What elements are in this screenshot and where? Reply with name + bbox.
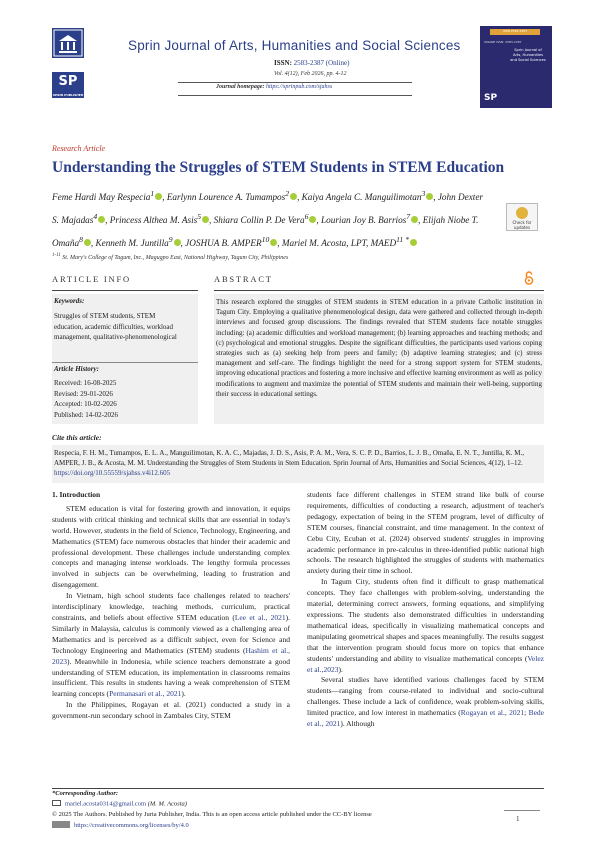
doi-link[interactable]: https://doi.org/10.55559/sjahss.v4i12.605 — [54, 469, 171, 478]
abstract-box — [214, 294, 544, 424]
article-type: Research Article — [52, 144, 106, 153]
issn-link[interactable]: 2583-2387 (Online) — [293, 59, 350, 67]
email-link[interactable]: mariel.acosta0314@gmail.com — [65, 800, 147, 808]
orcid-icon[interactable] — [174, 239, 181, 246]
orcid-icon[interactable] — [426, 193, 433, 200]
author-affiliation-sup: 2 — [285, 189, 290, 198]
author-name: Lourian Joy B. Barrios — [321, 215, 407, 226]
license-line: © 2025 The Authors. Published by Jurta Publisher, India. This is an open access article published under the CC-BY license — [52, 811, 372, 818]
citation-box — [52, 445, 544, 483]
keywords-label: Keywords: — [54, 297, 85, 305]
author-name: Mariel M. Acosta, LPT, MAED — [281, 238, 397, 249]
author-affiliation-sup: 7 — [406, 212, 411, 222]
author-name: Princess Althea M. Asis — [109, 215, 198, 226]
page-number: 1 — [516, 815, 520, 823]
paragraph: students face different challenges in STEM strand like bulk of course requirements, difficulties of conducting a research, adjustment of teacher's pedagogy, expectation of being in the STEM program, level of difficulty of STEM courses, financial constraint, and time management. In the context of Cebu City, Ecuban et al. (2024) observed students' struggles in improving academic performance in pre-calculus in three-identified public national high schools. The research highlighted the struggles of students with mathematics anxiety during their time in school. — [307, 490, 544, 576]
journal-cover-thumbnail: ISSN 2583-2387 ONLINE ISSN: 2583-2387 Sprin Journal of Arts, Humanities and Social Sciences SP — [480, 26, 552, 108]
author-name: John Dexter S. Majadas — [52, 192, 484, 226]
history-revised: Revised: 29-01-2026 — [54, 389, 113, 398]
author-affiliation-sup: 8 — [79, 235, 83, 245]
author-name: Shiara Collin P. De Vera — [213, 215, 305, 226]
affiliation: $^{1-11}$ St. Mary's College of Tagum, Inc., Magugpo East, National Highway, Tagum City, Philippines — [52, 253, 289, 261]
history-accepted: Accepted: 10-02-2026 — [54, 400, 117, 408]
homepage-link[interactable]: https://sprinpub.com/sjahss — [266, 84, 333, 90]
author-affiliation-sup: 1 — [150, 189, 155, 198]
author-affiliation-sup: 9 — [168, 235, 173, 245]
paragraph: In the Philippines, Rogayan et al. (2021) conducted a study in a government-run secondary school in Zambales City, STEM — [52, 700, 290, 721]
paragraph: Several studies have identified various challenges faced by STEM students—ranging from course-related to individual and socio-cultural challenges. These include a lack of confidence, weak problem-solving skills, limited practice, and low interest in mathematics (Rogayan et al., 2021; Bede et al., 2021). Although — [307, 675, 544, 729]
license-link[interactable]: https://creativecommons.org/licenses/by/4.0 — [74, 822, 189, 829]
reference-link[interactable]: Bede et al., 2021 — [307, 708, 544, 729]
orcid-icon[interactable] — [155, 193, 162, 200]
reference-link[interactable]: Permanasari et al., 2021 — [109, 689, 182, 699]
orcid-icon[interactable] — [84, 239, 91, 246]
history-label: Article History: — [54, 365, 99, 373]
reference-link[interactable]: Velez et al.,2023 — [307, 653, 544, 674]
author-list: Feme Hardi May Respecia$^1$ , Earlynn Lourence A. Tumampos$^2$ , Kaiya Angela C. Manguilimotan$^3$ , John Dexter S. Majadas$^4$ , Princess Althea M. Asis$^5$ , Shiara Collin P. De Vera$^6$ , Lourian Joy B. Barrios$^7$ , Elijah Niobe T. Omaña$^8$ , Kenneth M. Juntilla$^9$ , JOSHUA B. AMPER$^{10}$ , Mariel M. Acosta, LPT, $MAED^{11 *}$ — [52, 189, 484, 249]
reference-link[interactable]: Rogayan et al., 2021 — [460, 708, 525, 718]
journal-title: Sprin Journal of Arts, Humanities and Social Sciences — [128, 38, 461, 53]
orcid-icon[interactable] — [411, 216, 418, 223]
paragraph: In Tagum City, students often find it difficult to grasp mathematical concepts. They face challenges with problem-solving, understanding the material, determining correct answers, forming equations, and simplifying expressions. The students also demonstrated difficulties in understanding mathematical ideas, specifically in visualizing mathematical concepts and manipulating geometrical shapes and spaces meaningfully. The results suggest that the intervention program should focus more on topics that enhance students' understanding and ability to visualize mathematical concepts (Velez et al.,2023). — [307, 577, 544, 674]
body-column-right — [307, 490, 544, 730]
homepage-line: Journal homepage: https://sprinpub.com/sjahss — [216, 84, 333, 90]
author-name: Earlynn Lourence A. Tumampos — [166, 192, 286, 203]
open-access-icon — [524, 271, 534, 285]
author-name: JOSHUA B. AMPER — [185, 238, 262, 249]
history-published: Published: 14-02-2026 — [54, 410, 118, 419]
paragraph: STEM education is vital for fostering growth and innovation, it equips students with critical thinking and technical skills that are essential in today's world. However, students in the field of Science, Technology, Engineering, and Mathematics (STEM) face numerous obstacles that hinder their academic and professional development. These challenges include understanding complex concepts and managing intense workloads. The lengthy formula processes involved in subjects can be overwhelming, leading to frustration and disengagement. — [52, 503, 290, 590]
publisher-logo: SP SPRIN PUBLISHER — [52, 74, 84, 97]
email-icon — [52, 800, 61, 806]
volume-line: Vol. 4(12), Feb 2026, pp. 4-12 — [274, 71, 347, 77]
reference-link[interactable]: Hashim et al., 2023 — [52, 645, 290, 666]
article-info-rule — [52, 290, 198, 291]
article-info-heading: ARTICLE INFO — [52, 274, 131, 284]
abstract-text: This research explored the struggles of STEM students in STEM education in a private Catholic institution in Tagum City. Employing a qualitative phenomenological design, data were gathered and collected through in-depth interviews and focused group discussions. The findings revealed that STEM students face notable struggles including: (a) academic difficulties and workload management; (b) learning approaches and teaching methods; and (c) psychological and emotional struggles. Despite the significant difficulties, the participants used various coping strategies such as (a) seeking help from peers and family; (b) adaptive learning strategies; and (c) stress management and self-care. The findings highlight the need for a strong support system for STEM students, improving educational practices and fostering a more inclusive and effective learning environment as well as policy modifications to augment and maximize the potential of STEM students and maintain their well-being, supporting their success in educational settings. — [216, 298, 542, 398]
orcid-icon[interactable] — [309, 216, 316, 223]
author-name: Kenneth M. Juntilla — [95, 238, 169, 249]
history-list — [54, 378, 118, 420]
author-affiliation-sup: 3 — [421, 189, 426, 198]
license-url-line — [52, 821, 189, 829]
check-updates-icon — [516, 207, 528, 219]
keywords-text: Struggles of STEM students, STEM education, academic difficulties, workload management, qualitative-phenomenological — [54, 312, 177, 341]
cc-license-icon — [52, 821, 70, 828]
abstract-heading: ABSTRACT — [214, 274, 273, 284]
orcid-icon[interactable] — [410, 239, 417, 246]
author-affiliation-sup: 10 — [261, 235, 270, 245]
author-affiliation-sup: 6 — [304, 212, 309, 222]
body-column-left — [52, 490, 290, 722]
paragraph: In Vietnam, high school students face challenges related to teachers' interdisciplinary knowledge, teaching methods, curriculum, practical constraints, and beliefs about effective STEM education (Lee et al., 2021). Similarly in Malaysia, calculus is commonly viewed as a challenging area of Mathematics and is perceived as a difficult subject, even for Science and Technology Engineering and Mathematics (STEM) students (Hashim et al., 2023). Meanwhile in Indonesia, while science teachers demonstrate a good understanding of STEM education, its implementation in classrooms remains insufficient. This results in students having a weak comprehension of STEM learning concepts (Permanasari et al., 2021). — [52, 591, 290, 699]
orcid-icon[interactable] — [98, 216, 105, 223]
author-affiliation-sup: 4 — [93, 212, 98, 222]
orcid-icon[interactable] — [270, 239, 277, 246]
article-info-box — [52, 294, 198, 424]
abstract-rule — [214, 290, 544, 291]
corresponding-author-label: *Corresponding Author: — [52, 790, 119, 797]
citation-label: Cite this article: — [52, 433, 102, 442]
orcid-icon[interactable] — [290, 193, 297, 200]
issn-line: ISSN: 2583-2387 (Online) — [274, 59, 350, 67]
author-name: Feme Hardi May Respecia — [52, 192, 151, 203]
author-affiliation-sup: 11 * — [396, 235, 409, 245]
orcid-icon[interactable] — [202, 216, 209, 223]
section-heading-introduction: 1. Introduction — [52, 490, 101, 499]
history-received: Received: 16-08-2025 — [54, 379, 117, 387]
page-number-rule — [504, 810, 540, 811]
reference-link[interactable]: Lee et al., 2021 — [234, 612, 286, 622]
keywords-divider — [52, 362, 198, 363]
author-name: Elijah Niobe T. Omaña — [52, 215, 479, 249]
header-divider — [178, 82, 412, 83]
author-name: Kaiya Angela C. Manguilimotan — [301, 192, 422, 203]
citation-text: Respecia, F. H. M., Tumampos, E. L. A., Manguilimotan, K. A. C., Majadas, J. D. S., Asis, P. A. M., Vera, S. C. P. D., Barrios, L. J. B., Omaña, E. N. T., Juntilla, K. M., AMPER, J. B., & Acosta, M. M. Understanding the Struggles of Stem Students in Stem Education. Sprin Journal of Arts, Humanities and Social Sciences, 4(12), 1–12. https://doi.org/10.55559/sjahss.v4i12.605 — [54, 449, 525, 478]
check-for-updates-button[interactable]: Check for updates — [506, 203, 538, 231]
institution-logo-icon — [52, 28, 84, 58]
article-title: Understanding the Struggles of STEM Students in STEM Education — [52, 159, 505, 176]
author-affiliation-sup: 5 — [197, 212, 202, 222]
journal-header — [52, 24, 550, 96]
header-divider-bottom — [178, 95, 412, 96]
footer-rule — [52, 788, 544, 789]
email-line: mariel.acosta0314@gmail.com (M. M. Acosta) — [52, 800, 187, 808]
